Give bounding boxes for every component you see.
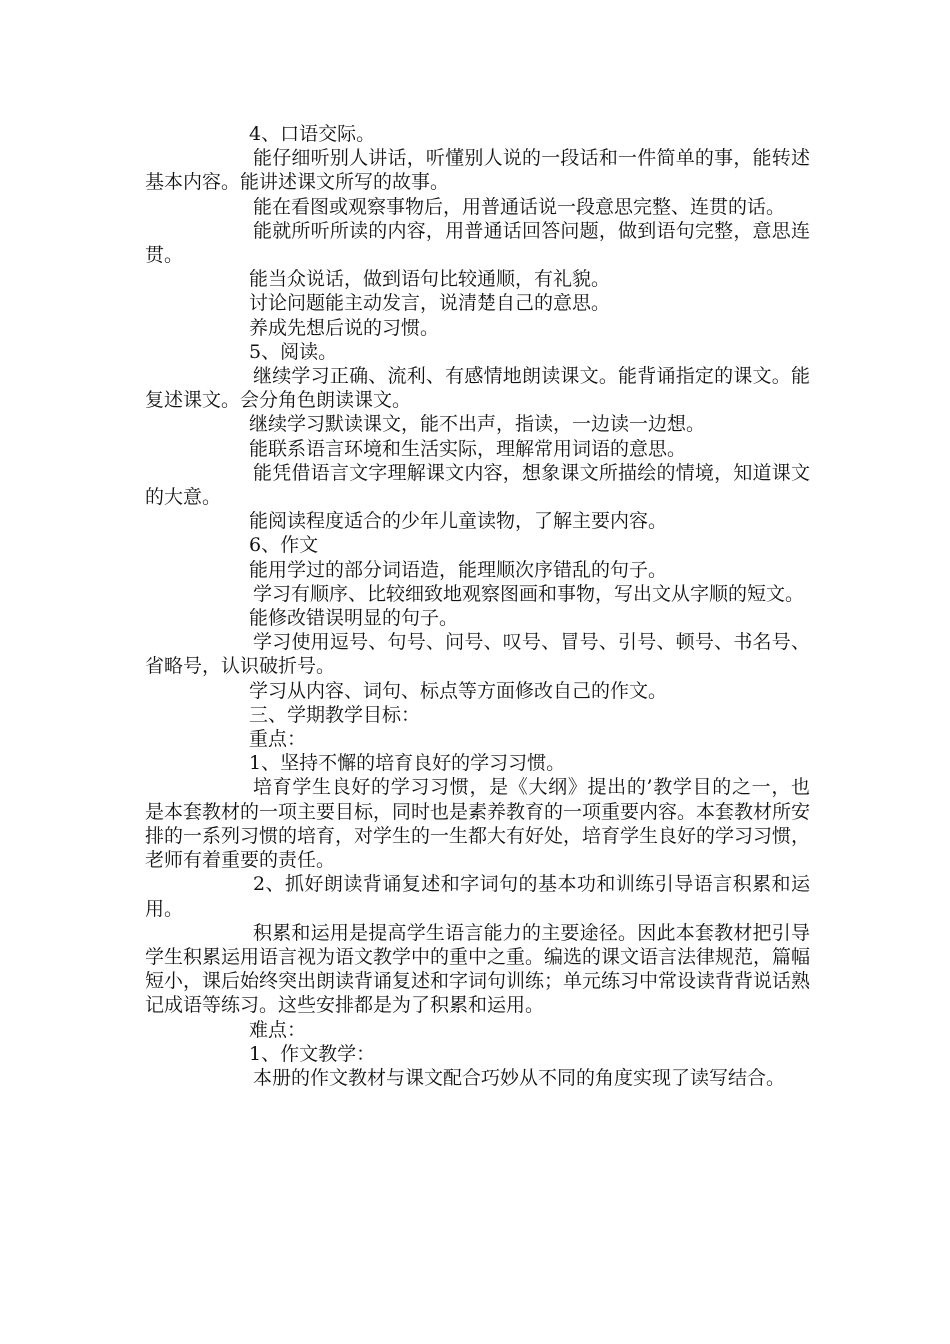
document-body <box>145 122 810 1090</box>
paragraph: 能联系语言环境和生活实际，理解常用词语的意思。 <box>249 437 687 460</box>
paragraph: 能用学过的部分词语造，能理顺次序错乱的句子。 <box>249 558 668 581</box>
paragraph: 能阅读程度适合的少年儿童读物，了解主要内容。 <box>249 510 668 533</box>
paragraph: 养成先想后说的习惯。 <box>249 316 440 339</box>
section-heading: 5、阅读。 <box>249 340 338 363</box>
section-heading: 1、作文教学： <box>249 1042 376 1065</box>
paragraph: 4、口语交际。 <box>249 123 376 145</box>
paragraph: 讨论问题能主动发言，说清楚自己的意思。 <box>249 292 611 315</box>
paragraph: 能当众说话，做到语句比较通顺，有礼貌。 <box>249 268 611 291</box>
paragraph: 继续学习正确、流利、有感情地朗读课文。能背诵指定的课文。能复述课文。会分角色朗读课文。 <box>145 365 810 412</box>
section-heading: 6、作文 <box>249 534 319 557</box>
paragraph: 本册的作文教材与课文配合巧妙从不同的角度实现了读写结合。 <box>253 1066 786 1089</box>
subheading: 重点： <box>249 728 307 751</box>
paragraph: 能就所听所读的内容，用普通话回答问题，做到语句完整，意思连贯。 <box>145 219 810 267</box>
paragraph: 能在看图或观察事物后，用普通话说一段意思完整、连贯的话。 <box>253 195 786 218</box>
paragraph: 培育学生良好的学习习惯，是《大纲》提出的’教学目的之一，也是本套教材的一项主要目标，同时也是素养教育的一项重要内容。本套教材所安排的一系列习惯的培育，对学生的一生都大有好处，培育学生良好的学习习惯，老师有着重要的责任。 <box>145 776 811 872</box>
subheading: 难点： <box>249 1018 307 1041</box>
paragraph: 学习有顺序、比较细致地观察图画和事物，写出文从字顺的短文。 <box>253 582 805 605</box>
paragraph: 能仔细听别人讲话，听懂别人说的一段话和一件简单的事，能转述基本内容。能讲述课文所写的故事。 <box>145 147 810 194</box>
paragraph: 能修改错误明显的句子。 <box>249 607 459 630</box>
paragraph: 继续学习默读课文，能不出声，指读，一边读一边想。 <box>249 413 706 436</box>
section-heading: 三、学期教学目标： <box>249 703 421 726</box>
section-heading: 1、坚持不懈的培育良好的学习习惯。 <box>249 752 566 775</box>
paragraph: 积累和运用是提高学生语言能力的主要途径。因此本套教材把引导学生积累运用语言视为语文教学中的重中之重。编选的课文语言法律规范，篇幅短小，课后始终突出朗读背诵复述和字词句训练；单元练习中常设读背背说话熟记成语等练习。这些安排都是为了积累和运用。 <box>145 921 811 1017</box>
paragraph: 学习使用逗号、句号、问号、叹号、冒号、引号、顿号、书名号、省略号，认识破折号。 <box>145 631 810 678</box>
section-heading: 2、抓好朗读背诵复述和字词句的基本功和训练引导语言积累和运用。 <box>145 873 810 920</box>
paragraph: 学习从内容、词句、标点等方面修改自己的作文。 <box>249 679 668 702</box>
paragraph: 能凭借语言文字理解课文内容，想象课文所描绘的情境，知道课文的大意。 <box>145 461 810 509</box>
